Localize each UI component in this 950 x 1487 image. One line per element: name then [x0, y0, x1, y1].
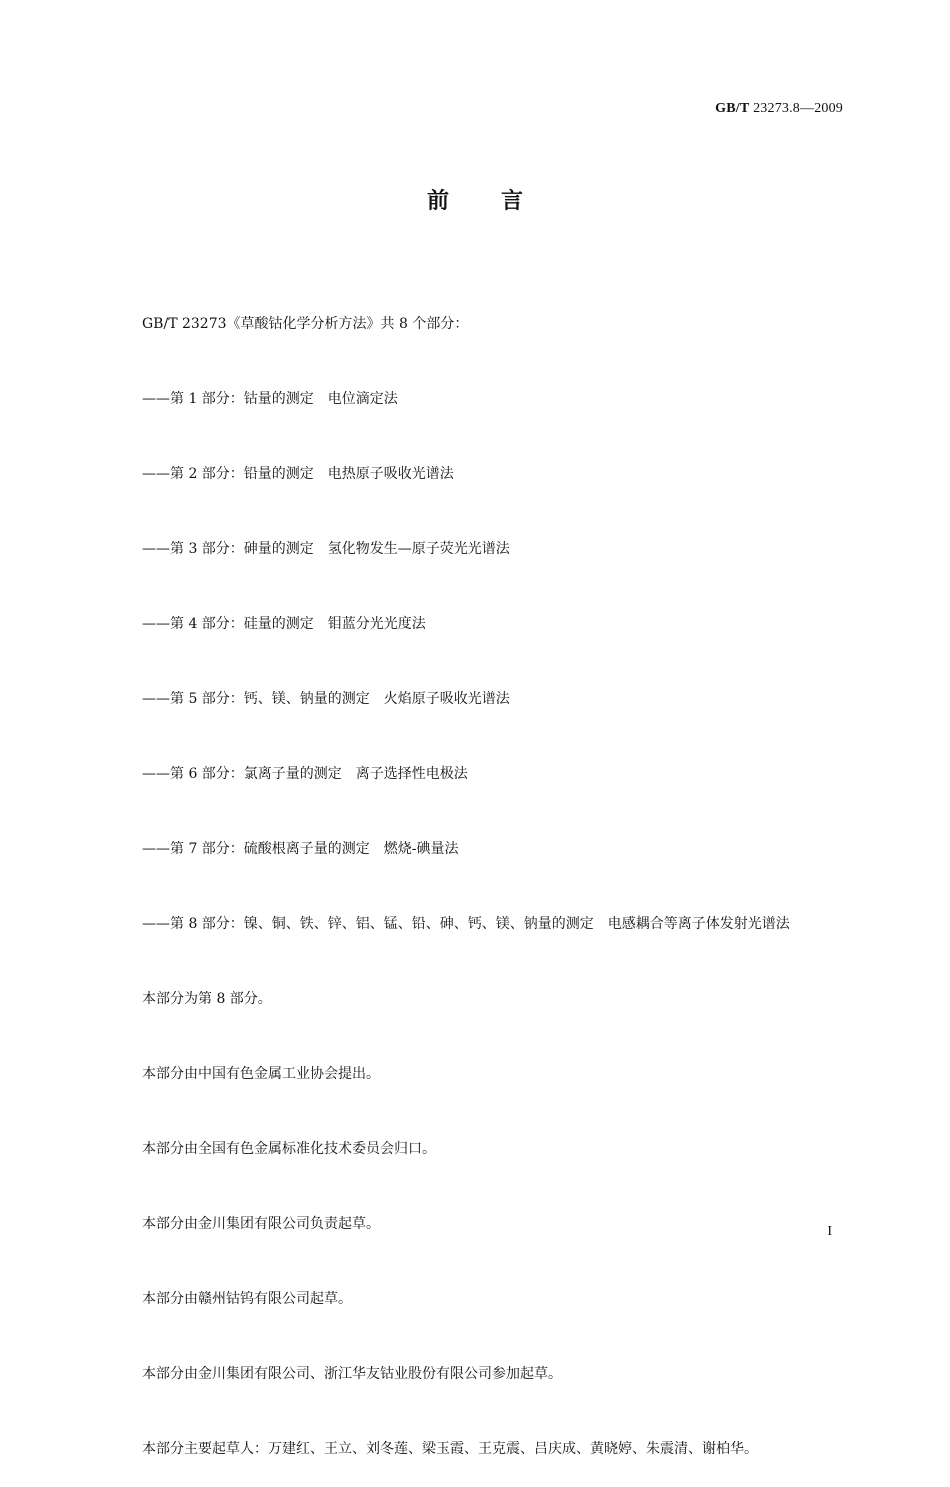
standard-code: 23273.8—2009 [749, 101, 843, 116]
part-item-7: ——第 7 部分：硫酸根离子量的测定 燃烧-碘量法 [142, 841, 459, 857]
statement-lead-drafter: 本部分由金川集团有限公司负责起草。 [142, 1216, 380, 1232]
statement-part-number: 本部分为第 8 部分。 [142, 991, 272, 1007]
statement-participants: 本部分由金川集团有限公司、浙江华友钴业股份有限公司参加起草。 [142, 1366, 562, 1382]
part-item-1: ——第 1 部分：钴量的测定 电位滴定法 [142, 391, 398, 407]
intro-line: GB/T 23273《草酸钴化学分析方法》共 8 个部分： [142, 316, 469, 332]
part-item-4: ——第 4 部分：硅量的测定 钼蓝分光光度法 [142, 616, 426, 632]
part-item-5: ——第 5 部分：钙、镁、钠量的测定 火焰原子吸收光谱法 [142, 691, 510, 707]
statement-proposer: 本部分由中国有色金属工业协会提出。 [142, 1066, 380, 1082]
statement-drafters-list: 本部分主要起草人：万建红、王立、刘冬莲、梁玉霞、王克震、吕庆成、黄晓婷、朱震清、谢柏华。 [142, 1441, 758, 1457]
page-number: I [827, 1224, 832, 1239]
page-title: 前言 [426, 189, 575, 214]
part-item-8: ——第 8 部分：镍、铜、铁、锌、铝、锰、铅、砷、钙、镁、钠量的测定 电感耦合等离子体发射光谱法 [142, 916, 790, 932]
foreword-body [142, 262, 842, 1487]
statement-committee: 本部分由全国有色金属标准化技术委员会归口。 [142, 1141, 436, 1157]
part-item-6: ——第 6 部分：氯离子量的测定 离子选择性电极法 [142, 766, 468, 782]
standard-prefix: GB/T [715, 101, 750, 116]
statement-drafter: 本部分由赣州钴钨有限公司起草。 [142, 1291, 352, 1307]
part-item-2: ——第 2 部分：铅量的测定 电热原子吸收光谱法 [142, 466, 454, 482]
part-item-3: ——第 3 部分：砷量的测定 氢化物发生—原子荧光光谱法 [142, 541, 510, 557]
standard-number [715, 101, 843, 117]
